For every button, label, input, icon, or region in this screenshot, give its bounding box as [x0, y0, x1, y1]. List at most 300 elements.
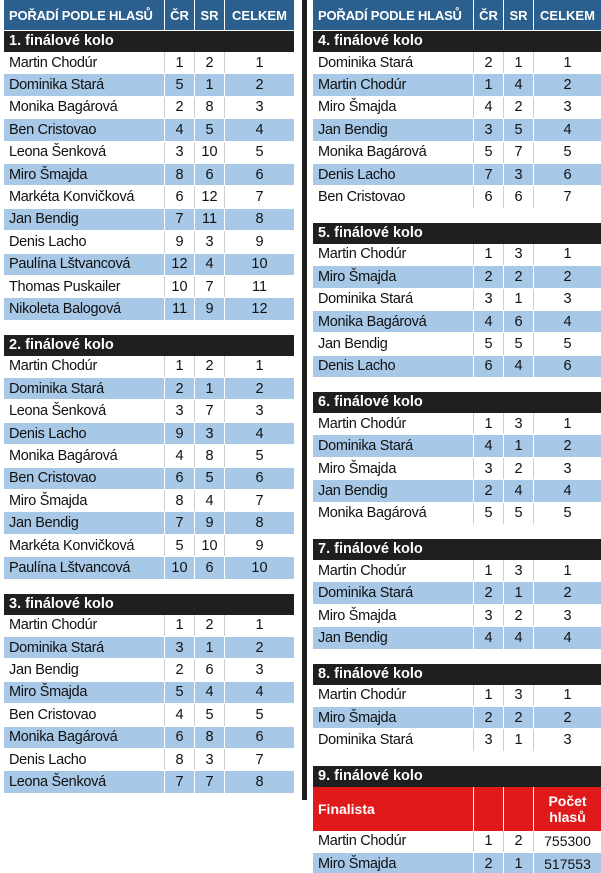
- table-row: [4, 186, 294, 208]
- table-row: [313, 435, 601, 457]
- contestant-name: Miro Šmajda: [318, 855, 397, 872]
- contestant-name: Miro Šmajda: [318, 99, 397, 116]
- contestant-name: Martin Chodúr: [318, 687, 406, 704]
- contestant-name: Miro Šmajda: [318, 607, 397, 624]
- rank-sr: 12: [194, 186, 224, 207]
- rank-total: 1: [533, 52, 601, 73]
- table-row: [313, 333, 601, 355]
- header-total: CELKEM: [533, 0, 601, 30]
- contestant-name: Dominika Stará: [318, 54, 413, 71]
- contestant-name: Jan Bendig: [318, 482, 388, 499]
- rank-sr: 5: [194, 704, 224, 725]
- table-row: [4, 704, 294, 726]
- contestant-name: Miro Šmajda: [318, 460, 397, 477]
- rank-total: 2: [533, 707, 601, 728]
- round-title: 4. finálové kolo: [313, 31, 601, 52]
- rank-cr: 9: [164, 423, 194, 444]
- table-row: [313, 707, 601, 729]
- rank-sr: 2: [503, 97, 533, 118]
- header-sr: SR: [194, 0, 224, 30]
- rank-cr: 8: [164, 164, 194, 185]
- rank-sr: 3: [503, 413, 533, 434]
- rank-cr: 1: [473, 413, 503, 434]
- contestant-name: Monika Bagárová: [318, 505, 427, 522]
- contestant-name: Dominika Stará: [318, 291, 413, 308]
- contestant-name: Jan Bendig: [318, 335, 388, 352]
- round-5: [313, 223, 601, 378]
- rank-sr: 1: [503, 729, 533, 750]
- table-row: [313, 119, 601, 141]
- round-title: 5. finálové kolo: [313, 223, 601, 244]
- round-6: [313, 392, 601, 525]
- rank-sr: 4: [194, 490, 224, 511]
- rank-total: 4: [224, 119, 294, 140]
- contestant-name: Miro Šmajda: [9, 492, 88, 509]
- table-row: [4, 512, 294, 534]
- rank-sr: 7: [194, 771, 224, 792]
- rank-cr: 5: [473, 333, 503, 354]
- rank-sr: 6: [194, 557, 224, 578]
- table-row: [4, 97, 294, 119]
- rank-sr: 3: [503, 560, 533, 581]
- right-column: [313, 0, 601, 873]
- rank-sr: 6: [503, 311, 533, 332]
- rank-total: 8: [224, 512, 294, 533]
- table-header-right: [313, 0, 601, 31]
- rank-cr: 4: [473, 311, 503, 332]
- rank-total: 1: [224, 356, 294, 377]
- table-row: [4, 254, 294, 276]
- contestant-name: Monika Bagárová: [9, 447, 118, 464]
- rank-sr: 1: [503, 52, 533, 73]
- rank-total: 4: [533, 627, 601, 648]
- rank-cr: 4: [473, 627, 503, 648]
- header-cr: ČR: [473, 0, 503, 30]
- rank-total: 2: [533, 74, 601, 95]
- table-row: [4, 557, 294, 579]
- contestant-name: Monika Bagárová: [318, 313, 427, 330]
- round-title: 3. finálové kolo: [4, 594, 294, 615]
- table-row: [4, 356, 294, 378]
- table-row: [4, 749, 294, 771]
- table-row: [4, 142, 294, 164]
- rank-total: 2: [224, 637, 294, 658]
- header-sr: SR: [503, 0, 533, 30]
- contestant-name: Jan Bendig: [318, 121, 388, 138]
- table-row: [313, 356, 601, 378]
- rank-total: 10: [224, 557, 294, 578]
- rank-sr: 7: [503, 142, 533, 163]
- table-row: [313, 831, 601, 853]
- rank-total: 6: [224, 164, 294, 185]
- rank-sr: 4: [503, 356, 533, 377]
- rank-sr: 1: [194, 74, 224, 95]
- round-8: [313, 664, 601, 752]
- rank-cr: 6: [164, 186, 194, 207]
- round-title: 1. finálové kolo: [4, 31, 294, 52]
- rank-total: 5: [533, 503, 601, 524]
- rank-sr: 5: [503, 503, 533, 524]
- rank-sr: 2: [503, 605, 533, 626]
- contestant-name: Dominika Stará: [9, 77, 104, 94]
- contestant-name: Denis Lacho: [9, 425, 87, 442]
- rank-cr: 1: [473, 244, 503, 265]
- contestant-name: Denis Lacho: [9, 751, 87, 768]
- left-column: [4, 0, 294, 808]
- contestant-name: Dominika Stará: [318, 438, 413, 455]
- contestant-name: Miro Šmajda: [9, 166, 88, 183]
- contestant-name: Markéta Konvičková: [9, 189, 135, 206]
- table-row: [313, 289, 601, 311]
- rank-sr: 1: [503, 435, 533, 456]
- table-row: [313, 186, 601, 208]
- rank-total: 4: [533, 311, 601, 332]
- rank-cr: 7: [164, 209, 194, 230]
- rank-cr: 3: [473, 605, 503, 626]
- table-row: [4, 615, 294, 637]
- table-row: [4, 209, 294, 231]
- contestant-name: Monika Bagárová: [9, 729, 118, 746]
- header-cr: ČR: [164, 0, 194, 30]
- final-header-sr: [503, 787, 533, 831]
- rank-sr: 10: [194, 535, 224, 556]
- header-total: CELKEM: [224, 0, 294, 30]
- rank-cr: 9: [164, 231, 194, 252]
- contestant-name: Jan Bendig: [318, 629, 388, 646]
- rank-cr: 4: [164, 445, 194, 466]
- final-header: [313, 787, 601, 831]
- contestant-name: Martin Chodúr: [318, 77, 406, 94]
- contestant-name: Paulína Lštvancová: [9, 256, 131, 273]
- table-header-left: [4, 0, 294, 31]
- contestant-name: Markéta Konvičková: [9, 537, 135, 554]
- rank-total: 3: [224, 659, 294, 680]
- rank-sr: 4: [194, 682, 224, 703]
- rank-total: 7: [224, 490, 294, 511]
- table-row: [313, 311, 601, 333]
- rank-cr: 3: [164, 637, 194, 658]
- table-row: [313, 52, 601, 74]
- round-7: [313, 539, 601, 650]
- rank-total: 4: [533, 480, 601, 501]
- contestant-name: Martin Chodúr: [9, 617, 97, 634]
- round-title: 9. finálové kolo: [313, 766, 601, 787]
- rank-total: 2: [224, 74, 294, 95]
- rank-sr: 2: [503, 831, 533, 852]
- table-row: [4, 423, 294, 445]
- rank-sr: 4: [503, 74, 533, 95]
- contestant-name: Leona Šenková: [9, 403, 106, 420]
- table-row: [4, 378, 294, 400]
- rank-cr: 6: [164, 727, 194, 748]
- rank-sr: 6: [194, 164, 224, 185]
- table-row: [4, 164, 294, 186]
- rank-total: 9: [224, 535, 294, 556]
- rank-cr: 1: [164, 52, 194, 73]
- rank-cr: 2: [164, 97, 194, 118]
- table-row: [313, 164, 601, 186]
- rank-total: 10: [224, 254, 294, 275]
- rank-cr: 5: [164, 682, 194, 703]
- rank-total: 3: [224, 400, 294, 421]
- rank-sr: 8: [194, 445, 224, 466]
- rank-total: 1: [533, 685, 601, 706]
- rank-total: 8: [224, 209, 294, 230]
- contestant-name: Ben Cristovao: [318, 189, 406, 206]
- table-row: [4, 771, 294, 793]
- contestant-name: Dominika Stará: [318, 732, 413, 749]
- rank-sr: 5: [503, 333, 533, 354]
- rank-sr: 2: [503, 266, 533, 287]
- table-row: [313, 729, 601, 751]
- table-row: [313, 413, 601, 435]
- rank-total: 4: [533, 119, 601, 140]
- rank-cr: 1: [473, 831, 503, 852]
- contestant-name: Martin Chodúr: [318, 415, 406, 432]
- rank-sr: 3: [503, 244, 533, 265]
- rank-cr: 2: [473, 266, 503, 287]
- rank-total: 6: [224, 468, 294, 489]
- rank-sr: 5: [194, 468, 224, 489]
- rank-sr: 5: [503, 119, 533, 140]
- rank-total: 6: [224, 727, 294, 748]
- rank-cr: 3: [473, 289, 503, 310]
- round-2: [4, 335, 294, 580]
- contestant-name: Martin Chodúr: [318, 246, 406, 263]
- rank-sr: 2: [194, 356, 224, 377]
- rank-sr: 8: [194, 727, 224, 748]
- right-rounds: [313, 31, 601, 752]
- table-row: [313, 685, 601, 707]
- rank-sr: 4: [503, 480, 533, 501]
- rank-total: 2: [533, 266, 601, 287]
- rank-cr: 1: [473, 560, 503, 581]
- rank-sr: 3: [503, 685, 533, 706]
- round-title: 2. finálové kolo: [4, 335, 294, 356]
- final-header-votes: Počet hlasů: [533, 787, 601, 831]
- rank-cr: 11: [164, 298, 194, 319]
- rank-total: 4: [224, 423, 294, 444]
- rank-total: 8: [224, 771, 294, 792]
- rank-sr: 3: [194, 423, 224, 444]
- rank-cr: 2: [473, 853, 503, 873]
- rank-total: 7: [224, 749, 294, 770]
- rank-total: 4: [224, 682, 294, 703]
- contestant-name: Nikoleta Balogová: [9, 300, 121, 317]
- rank-cr: 4: [164, 704, 194, 725]
- contestant-name: Dominika Stará: [9, 639, 104, 656]
- contestant-name: Jan Bendig: [9, 211, 79, 228]
- rank-sr: 10: [194, 142, 224, 163]
- table-row: [4, 637, 294, 659]
- rank-cr: 1: [473, 74, 503, 95]
- contestant-name: Denis Lacho: [9, 233, 87, 250]
- rank-sr: 3: [194, 231, 224, 252]
- header-name: POŘADÍ PODLE HLASŮ: [9, 7, 153, 23]
- table-row: [313, 244, 601, 266]
- rank-cr: 10: [164, 557, 194, 578]
- contestant-name: Dominika Stará: [9, 380, 104, 397]
- rank-cr: 7: [164, 512, 194, 533]
- contestant-name: Paulína Lštvancová: [9, 559, 131, 576]
- rank-sr: 3: [503, 164, 533, 185]
- table-row: [4, 119, 294, 141]
- rank-cr: 1: [164, 356, 194, 377]
- round-final: [313, 766, 601, 873]
- contestant-name: Ben Cristovao: [9, 470, 97, 487]
- rank-cr: 1: [164, 615, 194, 636]
- final-rows: [313, 831, 601, 873]
- contestant-name: Jan Bendig: [9, 662, 79, 679]
- contestant-name: Martin Chodúr: [9, 358, 97, 375]
- contestant-name: Denis Lacho: [318, 358, 396, 375]
- contestant-name: Martin Chodúr: [318, 562, 406, 579]
- final-header-cr: [473, 787, 503, 831]
- rank-total: 2: [224, 378, 294, 399]
- table-row: [4, 231, 294, 253]
- rank-total: 11: [224, 276, 294, 297]
- table-row: [313, 605, 601, 627]
- round-title: 6. finálové kolo: [313, 392, 601, 413]
- contestant-name: Martin Chodúr: [9, 54, 97, 71]
- rank-sr: 2: [194, 615, 224, 636]
- table-row: [4, 659, 294, 681]
- rank-cr: 2: [473, 480, 503, 501]
- round-title: 7. finálové kolo: [313, 539, 601, 560]
- rank-cr: 10: [164, 276, 194, 297]
- rank-cr: 1: [473, 685, 503, 706]
- rank-cr: 3: [473, 119, 503, 140]
- round-1: [4, 31, 294, 321]
- rank-cr: 6: [473, 186, 503, 207]
- table-row: [313, 458, 601, 480]
- table-row: [313, 74, 601, 96]
- rank-total: 12: [224, 298, 294, 319]
- rank-sr: 11: [194, 209, 224, 230]
- table-row: [4, 535, 294, 557]
- table-row: [313, 582, 601, 604]
- contestant-name: Miro Šmajda: [318, 709, 397, 726]
- rank-sr: 4: [194, 254, 224, 275]
- contestant-name: Jan Bendig: [9, 515, 79, 532]
- table-row: [313, 503, 601, 525]
- rank-cr: 3: [473, 729, 503, 750]
- rank-cr: 6: [164, 468, 194, 489]
- rank-cr: 3: [473, 458, 503, 479]
- rank-cr: 7: [164, 771, 194, 792]
- rank-total: 7: [533, 186, 601, 207]
- rank-sr: 8: [194, 97, 224, 118]
- rank-sr: 1: [194, 378, 224, 399]
- table-row: [313, 142, 601, 164]
- rank-cr: 8: [164, 749, 194, 770]
- contestant-name: Martin Chodúr: [318, 833, 406, 850]
- table-row: [4, 727, 294, 749]
- rank-cr: 5: [473, 142, 503, 163]
- rank-sr: 2: [503, 707, 533, 728]
- contestant-name: Leona Šenková: [9, 774, 106, 791]
- contestant-name: Leona Šenková: [9, 144, 106, 161]
- contestant-name: Miro Šmajda: [318, 268, 397, 285]
- rank-total: 7: [224, 186, 294, 207]
- contestant-name: Ben Cristovao: [9, 121, 97, 138]
- rank-sr: 6: [194, 659, 224, 680]
- contestant-name: Dominika Stará: [318, 585, 413, 602]
- rank-total: 1: [533, 413, 601, 434]
- rank-cr: 4: [473, 97, 503, 118]
- rank-sr: 6: [503, 186, 533, 207]
- rank-total: 3: [224, 97, 294, 118]
- rank-sr: 1: [503, 582, 533, 603]
- rank-cr: 2: [164, 378, 194, 399]
- table-row: [313, 560, 601, 582]
- rank-total: 3: [533, 289, 601, 310]
- table-row: [4, 52, 294, 74]
- contestant-name: Ben Cristovao: [9, 706, 97, 723]
- rank-total: 1: [224, 52, 294, 73]
- rank-total: 755300: [533, 831, 601, 852]
- rank-cr: 4: [164, 119, 194, 140]
- rank-cr: 7: [473, 164, 503, 185]
- table-row: [313, 627, 601, 649]
- contestant-name: Miro Šmajda: [9, 684, 88, 701]
- rank-total: 1: [533, 244, 601, 265]
- table-row: [313, 266, 601, 288]
- table-row: [4, 468, 294, 490]
- rank-total: 6: [533, 164, 601, 185]
- rank-total: 5: [224, 704, 294, 725]
- rank-cr: 5: [164, 535, 194, 556]
- rank-sr: 7: [194, 400, 224, 421]
- rank-sr: 1: [503, 289, 533, 310]
- rank-cr: 2: [164, 659, 194, 680]
- rank-cr: 12: [164, 254, 194, 275]
- rank-total: 1: [224, 615, 294, 636]
- rank-total: 2: [533, 435, 601, 456]
- rank-cr: 3: [164, 400, 194, 421]
- table-row: [4, 74, 294, 96]
- rank-total: 5: [533, 333, 601, 354]
- rank-total: 1: [533, 560, 601, 581]
- table-row: [4, 490, 294, 512]
- final-header-name: Finalista: [318, 800, 375, 817]
- table-row: [313, 480, 601, 502]
- table-row: [4, 400, 294, 422]
- rank-sr: 4: [503, 627, 533, 648]
- table-row: [313, 97, 601, 119]
- rank-total: 3: [533, 605, 601, 626]
- contestant-name: Monika Bagárová: [318, 144, 427, 161]
- table-row: [4, 682, 294, 704]
- contestant-name: Denis Lacho: [318, 166, 396, 183]
- rank-total: 5: [224, 445, 294, 466]
- rank-total: 3: [533, 97, 601, 118]
- table-row: [4, 276, 294, 298]
- rank-sr: 1: [503, 853, 533, 873]
- round-title: 8. finálové kolo: [313, 664, 601, 685]
- table-row: [313, 853, 601, 873]
- left-rounds: [4, 31, 294, 794]
- rank-cr: 3: [164, 142, 194, 163]
- rank-sr: 7: [194, 276, 224, 297]
- rank-total: 517553: [533, 853, 601, 873]
- rank-sr: 2: [194, 52, 224, 73]
- rank-total: 5: [533, 142, 601, 163]
- rank-total: 2: [533, 582, 601, 603]
- contestant-name: Monika Bagárová: [9, 99, 118, 116]
- rank-cr: 5: [164, 74, 194, 95]
- rank-sr: 9: [194, 298, 224, 319]
